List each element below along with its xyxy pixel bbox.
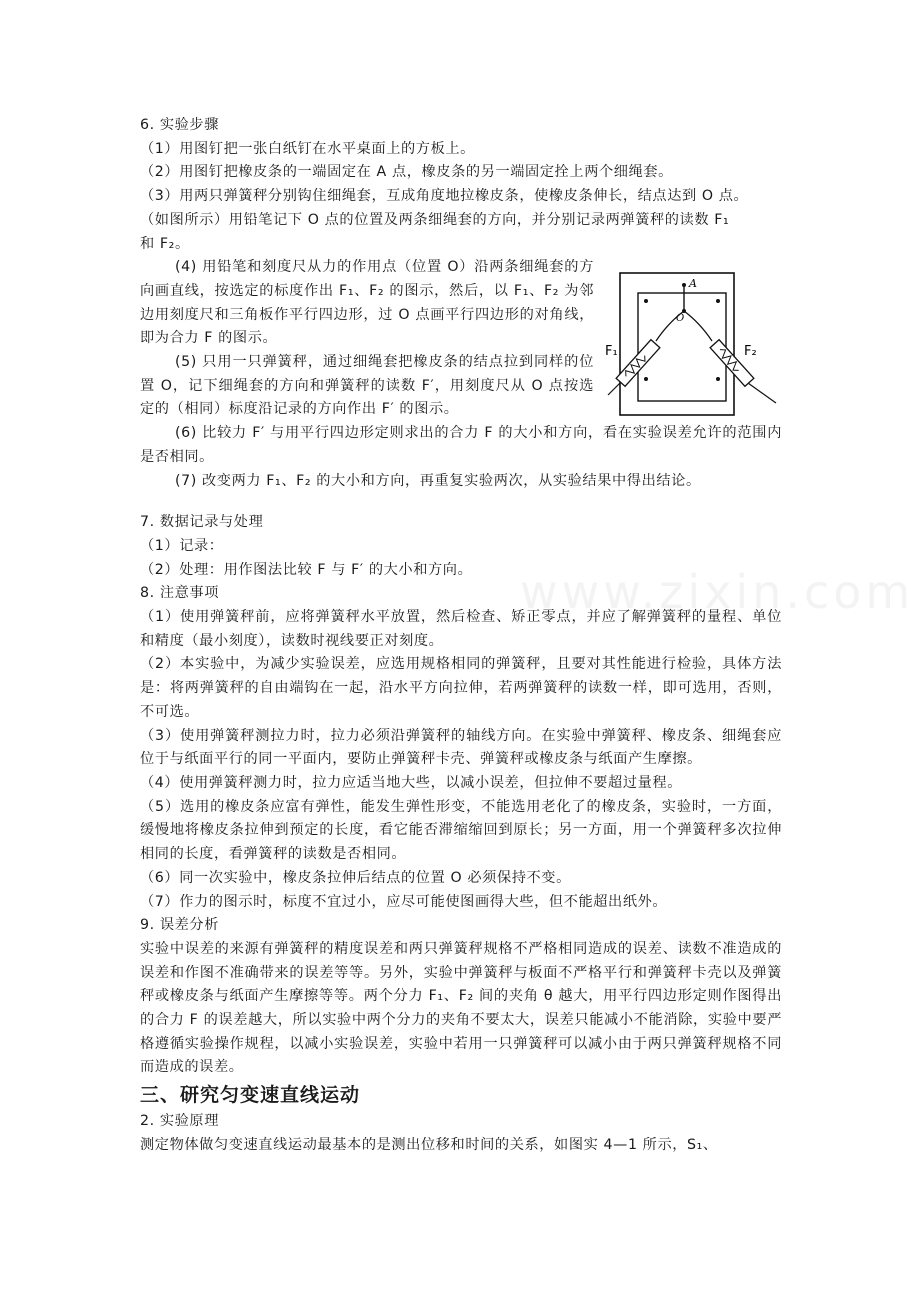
step-3-line-1: （3）用两只弹簧秤分别钩住细绳套，互成角度地拉橡皮条，使橡皮条伸长，结点达到 O 点。 [140,188,749,205]
point-a [682,283,686,287]
pin-dot [716,377,720,381]
step-3-line-2: （如图所示）用铅笔记下 O 点的位置及两条细绳套的方向，并分别记录两弹簧秤的读数 F₁ [140,211,730,228]
step-5: (5) 只用一只弹簧秤，通过细绳套把橡皮条的结点拉到同样的位置 O，记下细绳套的方向和弹簧秤的读数 F′，用刻度尺从 O 点按选定的（相同）标度沿记录的方向作出 F′ 的图示。 [140,354,594,418]
cord-left-end [608,383,620,395]
note-3: （3）使用弹簧秤测拉力时，拉力必须沿弹簧秤的轴线方向。在实验中弹簧秤、橡皮条、细绳套应位于与纸面平行的同一平面内，要防止弹簧秤卡壳、弹簧秤或橡皮条与纸面产生摩擦。 [140,727,782,768]
heading-notes: 8. 注意事项 [140,585,219,602]
note-4: （4）使用弹簧秤测力时，拉力应适当地大些，以减小误差，但拉伸不要超过量程。 [140,774,682,791]
spacer [140,493,782,511]
label-f2: F₂ [744,344,757,359]
cord-right-end [748,383,776,403]
cord-right [684,311,712,341]
record-2: （2）处理：用作图法比较 F 与 F′ 的大小和方向。 [140,561,473,578]
label-a: A [689,277,697,290]
step-1: （1）用图钉把一张白纸钉在水平桌面上的方板上。 [140,140,475,157]
label-f1: F₁ [605,344,618,359]
principle-text: 测定物体做匀变速直线运动最基本的是测出位移和时间的关系，如图实 4—1 所示，S₁、 [140,1136,718,1153]
step-6: (6) 比较力 F′ 与用平行四边形定则求出的合力 F 的大小和方向，看在实验误差允许的范围内是否相同。 [140,425,782,465]
heading-data: 7. 数据记录与处理 [140,514,264,531]
label-o: O [676,313,685,324]
note-2: （2）本实验中，为减少实验误差，应选用规格相同的弹簧秤，且要对其性能进行检验，具体方法是：将两弹簧秤的自由端钩在一起，沿水平方向拉伸，若两弹簧秤的读数一样，即可选用，否则，不可选。 [140,656,782,720]
note-1: （1）使用弹簧秤前，应将弹簧秤水平放置，然后检查、矫正零点，并应了解弹簧秤的量程、单位和精度（最小刻度），读数时视线要正对刻度。 [140,609,782,649]
error-analysis: 实验中误差的来源有弹簧秤的精度误差和两只弹簧秤规格不严格相同造成的误差、读数不准造成的误差和作图不准确带来的误差等等。另外，实验中弹簧秤与板面不严格平行和弹簧秤卡壳以及弹簧秤或橡皮条与纸面产生摩擦等等。两个分力 F₁、F₂ 间的夹角 θ 越大，用平行四边形定则作图得出的合力 F 的误差越大，所以实验中两个分力的夹角不要太大，误差只能减小不能消除，实验中要严格遵循实验操作规程，以减小实验误差，实验中若用一只弹簧秤可以减小由于两只弹簧秤规格不同而造成的误差。 [140,940,782,1076]
heading-principle: 2. 实验原理 [140,1113,219,1130]
pin-dot [644,299,648,303]
note-7: （7）作力的图示时，标度不宜过小，应尽可能使图画得大些，但不能超出纸外。 [140,893,668,910]
heading-error: 9. 误差分析 [140,917,219,934]
heading-steps: 6. 实验步骤 [140,117,219,133]
step-7: (7) 改变两力 F₁、F₂ 的大小和方向，再重复实验两次，从实验结果中得出结论。 [175,472,701,489]
watermark: www.zixin.com [520,565,915,619]
note-6: （6）同一次实验中，橡皮条拉伸后结点的位置 O 必须保持不变。 [140,869,571,886]
step-3-line-3: 和 F₂。 [140,235,190,252]
step-4: (4) 用铅笔和刻度尺从力的作用点（位置 O）沿两条细绳套的方向画直线，按选定的标度作出 F₁、F₂ 的图示，然后，以 F₁、F₂ 为邻边用刻度尺和三角板作平行四边形，过 O 点画平行四边形的对角线，即为合力 F 的图示。 [140,259,594,347]
experiment-figure [598,263,788,425]
pin-dot [644,377,648,381]
record-1: （1）记录： [140,537,224,554]
section-title: 三、研究匀变速直线运动 [140,1084,361,1107]
pin-dot [716,299,720,303]
note-5: （5）选用的橡皮条应富有弹性，能发生弹性形变，不能选用老化了的橡皮条，实验时，一方面，缓慢地将橡皮条拉伸到预定的长度，看它能否滞缩缩回到原长；另一方面，用一个弹簧秤多次拉伸相同的长度，看弹簧秤的读数是否相同。 [140,798,782,863]
step-2: （2）用图钉把橡皮条的一端固定在 A 点，橡皮条的另一端固定拴上两个细绳套。 [140,164,673,181]
